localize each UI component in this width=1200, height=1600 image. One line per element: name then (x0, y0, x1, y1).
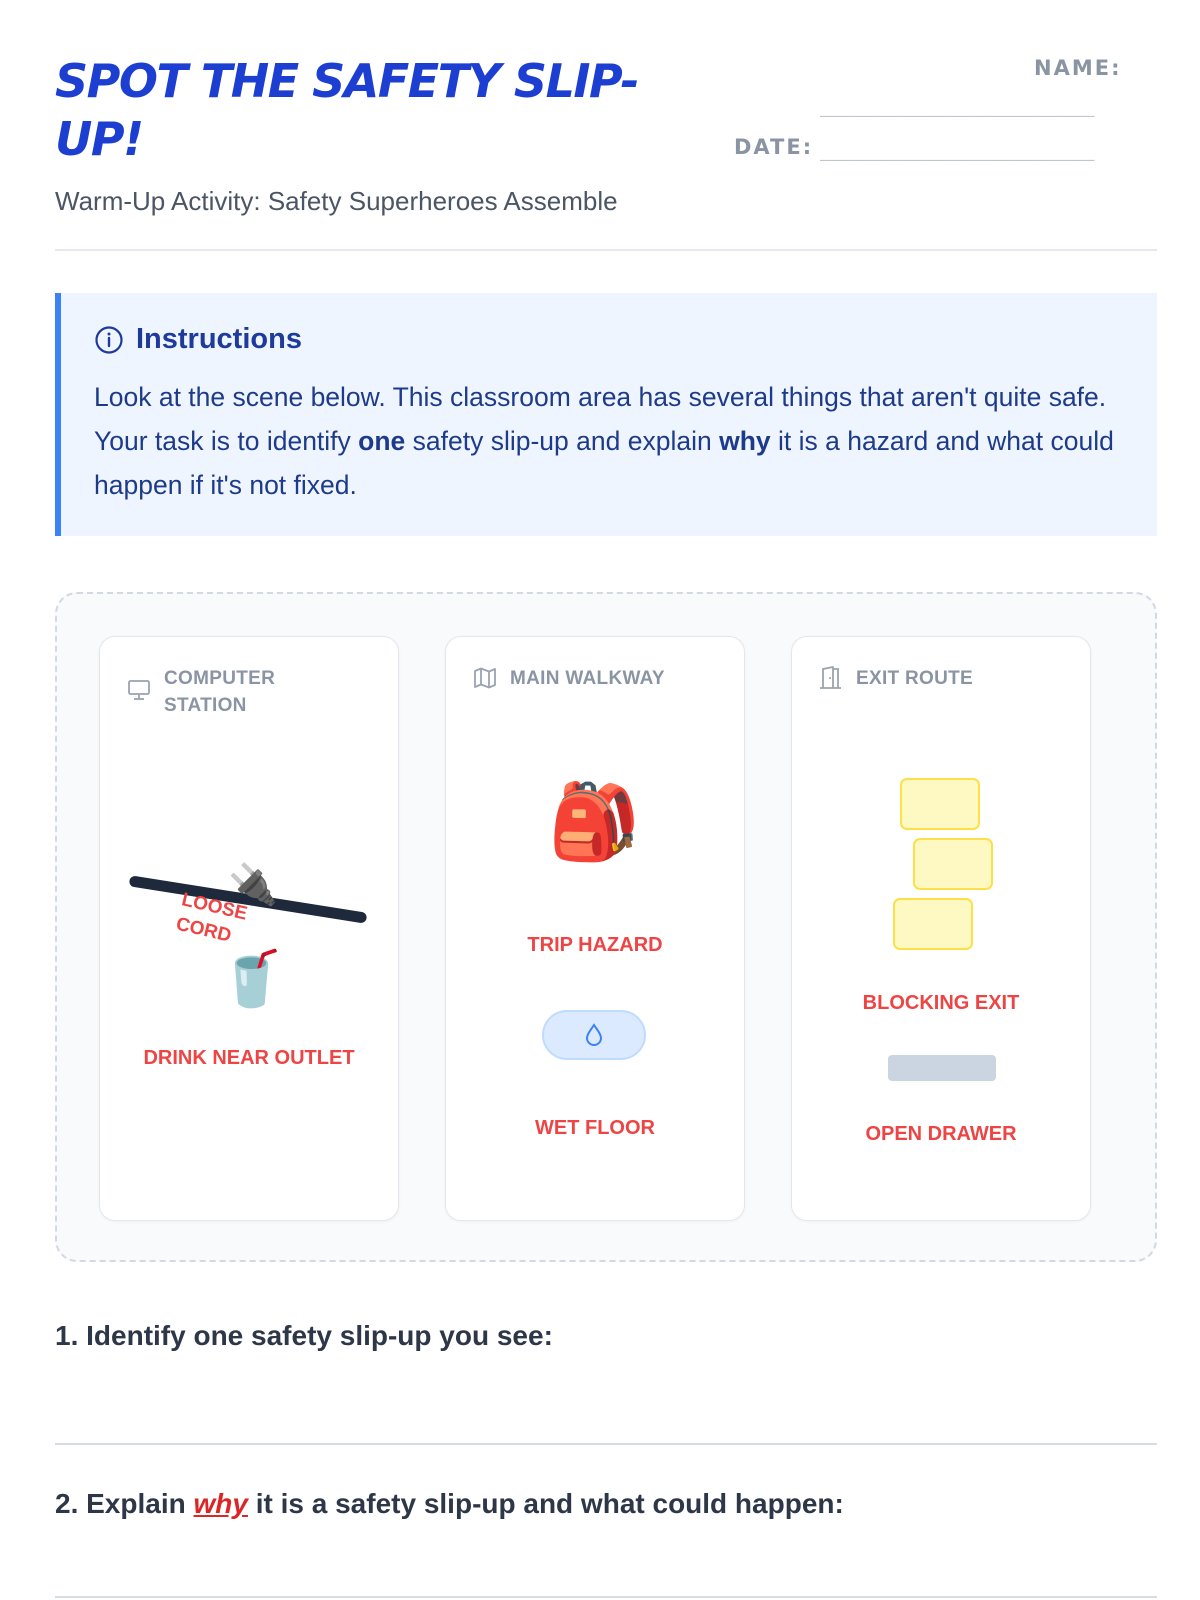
stacked-box[interactable] (900, 778, 980, 830)
instructions-box (55, 293, 1157, 536)
hazard-label: BLOCKING EXIT (862, 992, 1020, 1014)
main-walkway-card[interactable] (445, 636, 745, 1221)
card-header (472, 665, 710, 692)
question-2-text: 2. Explain (55, 1488, 194, 1519)
instructions-header (94, 323, 302, 356)
instructions-emphasis-one: one (358, 426, 406, 456)
instructions-emphasis-why: why (719, 426, 771, 456)
monitor-icon (126, 677, 152, 703)
classroom-scene (55, 592, 1157, 1262)
stacked-box[interactable] (893, 898, 973, 950)
question-2-emphasis: why (193, 1488, 248, 1519)
instructions-text-part: safety slip-up and explain (405, 426, 720, 456)
card-title: EXIT ROUTE (856, 668, 974, 689)
card-header (126, 665, 324, 719)
page-subtitle: Warm-Up Activity: Safety Superheroes Assemble (55, 186, 618, 216)
open-drawer[interactable] (888, 1055, 996, 1081)
instructions-text-part: Look at the scene below. This classroom area has several things that aren't quite safe. Your task is to identify (94, 382, 1107, 456)
plug-icon: 🔌 (228, 863, 278, 907)
question-2 (55, 1488, 844, 1520)
answer-line-1[interactable] (55, 1443, 1157, 1445)
hazard-label: WET FLOOR (535, 1117, 655, 1139)
instructions-text-part: it is a hazard and what could happen if it's not fixed. (94, 426, 1114, 500)
question-1: 1. Identify one safety slip-up you see: (55, 1320, 553, 1351)
answer-line-2[interactable] (55, 1596, 1157, 1598)
hazard-label: OPEN DRAWER (865, 1123, 1017, 1145)
info-icon (94, 325, 124, 355)
computer-station-card[interactable] (99, 636, 399, 1221)
drink-icon: 🥤 (218, 949, 286, 1009)
card-header (818, 665, 1056, 692)
name-label: NAME: (1034, 56, 1122, 80)
map-icon (472, 665, 498, 691)
water-drop-icon (583, 1023, 605, 1047)
exit-route-card[interactable] (791, 636, 1091, 1221)
wet-floor-puddle[interactable] (542, 1010, 646, 1060)
date-field[interactable]: ________________________ (820, 139, 1095, 161)
instructions-text (94, 375, 1134, 507)
page-title: SPOT THE SAFETY SLIP-UP! (55, 54, 638, 166)
date-label: DATE: (734, 135, 814, 159)
header-divider (55, 249, 1157, 251)
stacked-box[interactable] (913, 838, 993, 890)
backpack-icon: 🎒 (548, 780, 641, 863)
question-2-text: it is a safety slip-up and what could happen: (247, 1488, 844, 1519)
hazard-label: DRINK NEAR OUTLET (143, 1047, 355, 1069)
door-icon (818, 665, 844, 691)
instructions-title: Instructions (136, 323, 302, 355)
card-title: COMPUTER STATION (164, 668, 276, 716)
card-title: MAIN WALKWAY (510, 668, 665, 689)
hazard-label: TRIP HAZARD (527, 934, 663, 956)
name-field[interactable]: ________________________ (820, 95, 1095, 117)
loose-cord-label: LOOSE CORD (174, 889, 250, 947)
